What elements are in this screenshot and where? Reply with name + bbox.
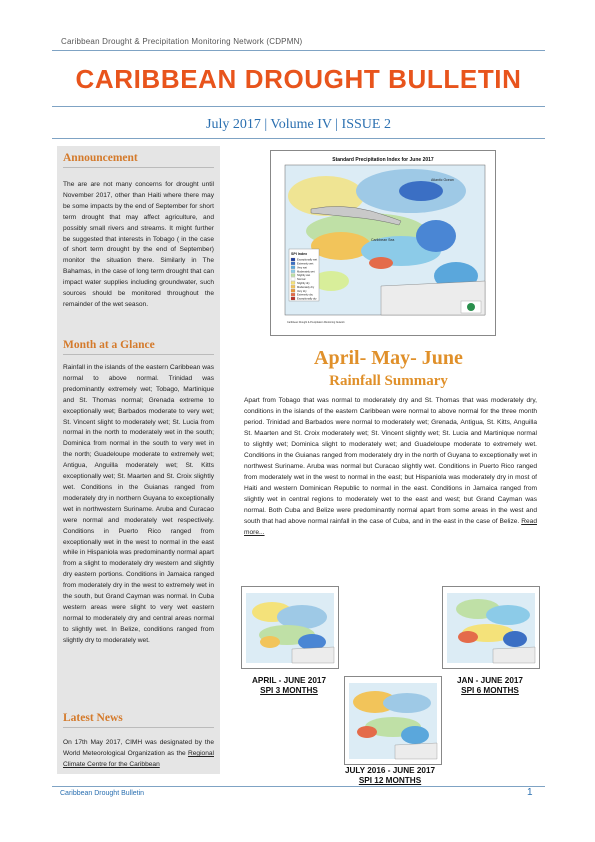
legend-label: Slightly dry bbox=[297, 282, 310, 285]
header-rule-middle bbox=[52, 106, 545, 107]
glance-rule bbox=[63, 354, 214, 355]
legend-swatch bbox=[291, 297, 295, 300]
article-text: Apart from Tobago that was normal to moderately dry and St. Thomas that was moderately dry, conditions in the islands of the eastern Caribbean were normal to above normal for the three month period. Trinidad and Barbados were normal to moderately wet; Grenada, Antigua, St. Kitts, Anguilla St. Maarten and St. Croix moderately wet; St. Vincent slightly wet; St. Lucia and Martinique normal to slightly wet; Dominica slight to moderately wet; and Guadeloupe moderate to extremely wet. Conditions in the Guianas ranged from moderately dry in the north of Guyana to exceptionally wet in northwest Suriname. Aruba was normal but Curacao slightly wet. Conditions in Puerto Rico ranged from moderately wet in the west to normal in the east; but Hispaniola was moderately dry in most of Haiti and western Dominican Republic to normal in the east. Conditions in Jamaica ranged from slightly wet in central regions to moderately wet to the east and west; but Grand Cayman was normal. Both Cuba and Belize were predominantly normal apart from some areas in the west and south that had above normal rainfall in the case of Cuba, and in the east in the case of Belize. bbox=[244, 397, 537, 525]
legend-swatch bbox=[291, 278, 295, 281]
glance-heading: Month at a Glance bbox=[63, 339, 155, 351]
legend-label: Extremely dry bbox=[297, 293, 313, 297]
legend-label: Moderately wet bbox=[297, 270, 315, 274]
caption-spi-12 bbox=[342, 766, 438, 786]
news-block bbox=[63, 738, 214, 771]
bulletin-title: CARIBBEAN DROUGHT BULLETIN bbox=[75, 64, 522, 94]
spi-legend bbox=[289, 249, 319, 301]
article-text-block bbox=[244, 395, 537, 538]
legend-swatch bbox=[291, 270, 295, 273]
caption-spi-6 bbox=[440, 676, 540, 696]
news-link[interactable]: Regional Climate Centre for the Caribbean bbox=[63, 749, 214, 768]
caption-spi-6-period: JAN - JUNE 2017 bbox=[457, 676, 523, 685]
caption-spi-3 bbox=[236, 676, 342, 696]
news-rule bbox=[63, 727, 214, 728]
caption-spi-3-period: APRIL - JUNE 2017 bbox=[251, 676, 327, 685]
article-heading: April- May- June bbox=[314, 347, 463, 369]
legend-label: Exceptionally wet bbox=[297, 258, 318, 262]
legend-label: Slightly wet bbox=[297, 274, 311, 278]
map-title: Standard Precipitation Index for June 2017 bbox=[332, 157, 434, 163]
legend-swatch bbox=[291, 274, 295, 277]
announcement-heading: Announcement bbox=[63, 152, 138, 164]
spi-3-month-map[interactable] bbox=[241, 586, 339, 669]
svg-text:Caribbean Drought & Precipitat: Caribbean Drought & Precipitation Monitoring Network bbox=[287, 321, 345, 324]
legend-swatch bbox=[291, 258, 295, 261]
legend-label: Very dry bbox=[297, 289, 307, 293]
read-more-link[interactable]: Read more... bbox=[244, 518, 537, 536]
spi-6-month-map[interactable] bbox=[442, 586, 540, 669]
legend-swatch bbox=[291, 285, 295, 288]
caption-spi-3-label: SPI 3 MONTHS bbox=[260, 686, 318, 695]
legend-swatch bbox=[291, 293, 295, 296]
legend-title: SPI Index bbox=[291, 252, 308, 256]
legend-label: Exceptionally dry bbox=[297, 297, 317, 301]
caribbean-label: Caribbean Sea bbox=[371, 238, 395, 242]
footer-rule bbox=[52, 786, 545, 787]
cimh-logo bbox=[467, 303, 475, 311]
legend-label: Moderately dry bbox=[297, 285, 315, 289]
caption-spi-6-label: SPI 6 MONTHS bbox=[461, 686, 519, 695]
legend-swatch bbox=[291, 262, 295, 265]
legend-label: Extremely wet bbox=[297, 262, 314, 266]
caption-spi-12-period: JULY 2016 - JUNE 2017 bbox=[344, 766, 436, 775]
legend-swatch bbox=[291, 289, 295, 292]
issue-line: July 2017 | Volume IV | ISSUE 2 bbox=[206, 117, 391, 132]
header-rule-bottom bbox=[52, 138, 545, 139]
legend-swatch bbox=[291, 266, 295, 269]
legend-swatch bbox=[291, 281, 295, 284]
atlantic-label: Atlantic Ocean bbox=[431, 178, 454, 182]
news-heading: Latest News bbox=[63, 712, 123, 724]
news-text: On 17th May 2017, CIMH was designated by the World Meteorological Organization as the bbox=[63, 739, 214, 757]
glance-text: Rainfall in the islands of the eastern Caribbean was normal to above normal. Trinidad was predominantly extremely wet; Tobago, Martinique and St. Thomas normal; Grenada extreme to exceptionally wet; Barbados moderate to very wet; St. Vincent slight to moderately wet; St. Lucia from normal in the north to moderately wet in the south; Dominica from normal in the south to very wet in the north; Guadeloupe moderate to extremely wet; Antigua, Anguilla moderately wet; St. Kitts exceptionally wet; St. Maarten and St. Croix slightly wet. Conditions in the Guianas ranged from moderately dry in northern Guyana to exceptionally wet in northwestern Suriname. Aruba and Curacao were normal and moderately wet respectively. Conditions in Puerto Rico ranged from exceptionally wet in the west to normal in the east while in Hispaniola was predominantly normal apart from a slight to moderately dry western and slightly dry eastern portions. Conditions in Jamaica ranged from moderately dry in the west to extremely wet in the south, but Grand Cayman was normal. In Cuba western areas were slight to very wet eastern normal to moderately dry and central areas normal to slightly wet. In Belize, conditions ranged from slightly dry to moderately wet. bbox=[63, 364, 214, 644]
spi-june-map bbox=[270, 150, 496, 336]
legend-label: Normal bbox=[297, 278, 306, 282]
article-subheading: Rainfall Summary bbox=[329, 373, 448, 389]
announcement-text: The are are not many concerns for drought until November 2017, other than Haiti where there may be some impacts by the end of September for short term drought that may affect agriculture, and possibly small rivers and streams. It might further be suggested that interests in Tobago ( in the case of short term drought by the end of September) monitor the situation there. Similarly in The Bahamas, in the case of long term drought that can impact water supplies including groundwater, such sources should be monitored throughout the remainder of the wet season. bbox=[63, 181, 214, 308]
page-number: 1 bbox=[527, 787, 533, 798]
announcement-rule bbox=[63, 167, 214, 168]
footer-label: Caribbean Drought Bulletin bbox=[60, 790, 145, 797]
spi-12-month-map[interactable] bbox=[344, 676, 442, 765]
legend-label: Very wet bbox=[297, 266, 307, 270]
network-name: Caribbean Drought & Precipitation Monitoring Network (CDPMN) bbox=[61, 37, 303, 46]
header-rule-top bbox=[52, 50, 545, 51]
caption-spi-12-label: SPI 12 MONTHS bbox=[358, 776, 422, 785]
